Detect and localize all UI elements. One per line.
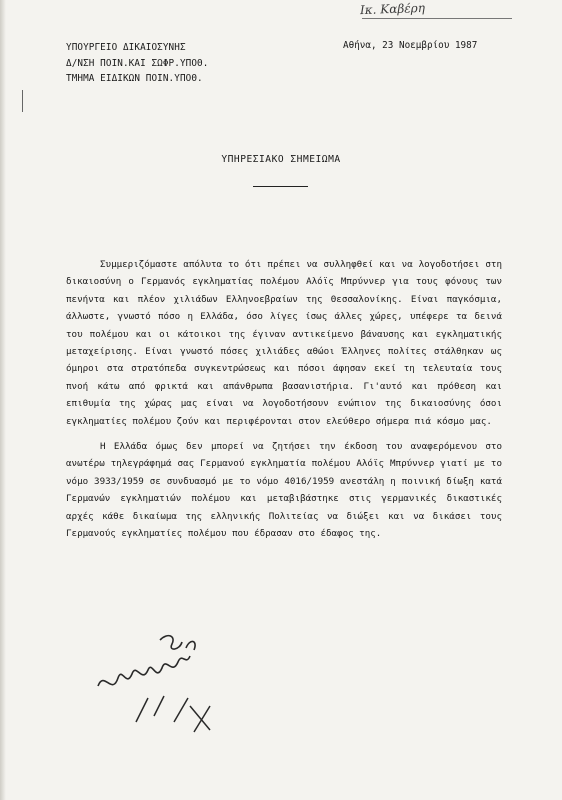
handwritten-signature: [90, 626, 230, 736]
title-underline: [253, 186, 308, 187]
document-title: ΥΠΗΡΕΣΙΑΚΟ ΣΗΜΕΙΩΜΑ: [221, 154, 341, 165]
ministry-header: [66, 40, 208, 87]
ministry-line: Δ/ΝΣΗ ΠΟΙΝ.ΚΑΙ ΣΩΦΡ.ΥΠΟΘ.: [66, 57, 209, 69]
body-paragraph: Η Ελλάδα όμως δεν μπορεί να ζητήσει την έκδοση του αναφερόμενου στο ανωτέρω τηλεγράφημά σας Γερμανού εγκληματία πολέμου Αλόϊς Μπρύννερ γιατί με το νόμο 3933/1959 σε συνδυασμό με το νόμο 4016/1959 ανεστάλη η ποινική δίωξη κατά Γερμανών εγκληματιών πολέμου και μεταβιβάστηκε στις γερμανικές δικαστικές αρχές κάθε δικαίωμα της ελληνικής Πολιτείας να διώξει και να δικάσει τους Γερμανούς εγκληματίες πολέμου που έδρασαν στο έδαφος της.: [66, 441, 502, 540]
body-paragraph: Συμμεριζόμαστε απόλυτα το ότι πρέπει να συλληφθεί και να λογοδοτήσει στη δικαιοσύνη ο Γερμανός εγκληματίας πολέμου Αλόϊς Μπρύννερ για τους φόνους των πενήντα και πλέον χιλιάδων Ελληνοεβραίων της Θεσσαλονίκης. Είναι παγκόσμια, άλλωστε, γνωστό πόσο η Ελλάδα, όσο λίγες ίσως άλλες χώρες, υπέφερε τα δεινά του πολέμου και οι κάτοικοι της έγιναν αντικείμενο βάναυσης και εγκληματικής μεταχείρισης. Είναι γνωστό πόσες χιλιάδες αθώοι Έλληνες πολίτες στάλθηκαν ως όμηροι στα στρατόπεδα συγκεντρώσεως και πόσοι άφησαν εκεί τη τελευταία τους πνοή κάτω από φρικτά και απάνθρωπα βασανιστήρια. Γι'αυτό και πρόθεση και επιθυμία της χώρας μας είναι να λογοδοτήσουν ενώπιον της δικαιοσύνης όσοι εγκληματίες πολέμου ζούν και περιφέρονται στον ελεύθερο σήμερα πιά κόσμο μας.: [66, 259, 502, 427]
margin-mark: [22, 90, 23, 112]
scan-edge-shadow: [0, 0, 6, 800]
signature-scrawl-drawing: [90, 626, 230, 736]
document-date: Αθήνα, 23 Νοεμβρίου 1987: [343, 40, 478, 51]
ministry-line: ΤΜΗΜΑ ΕΙΔΙΚΩΝ ΠΟΙΝ.ΥΠΟΘ.: [66, 73, 203, 84]
ministry-line: ΥΠΟΥΡΓΕΙΟ ΔΙΚΑΙΟΣΥΝΗΣ: [66, 42, 186, 53]
handwritten-underline: [362, 18, 512, 19]
document-body: [66, 256, 502, 551]
handwritten-top-note: Ικ. Καβέρη: [359, 0, 426, 18]
